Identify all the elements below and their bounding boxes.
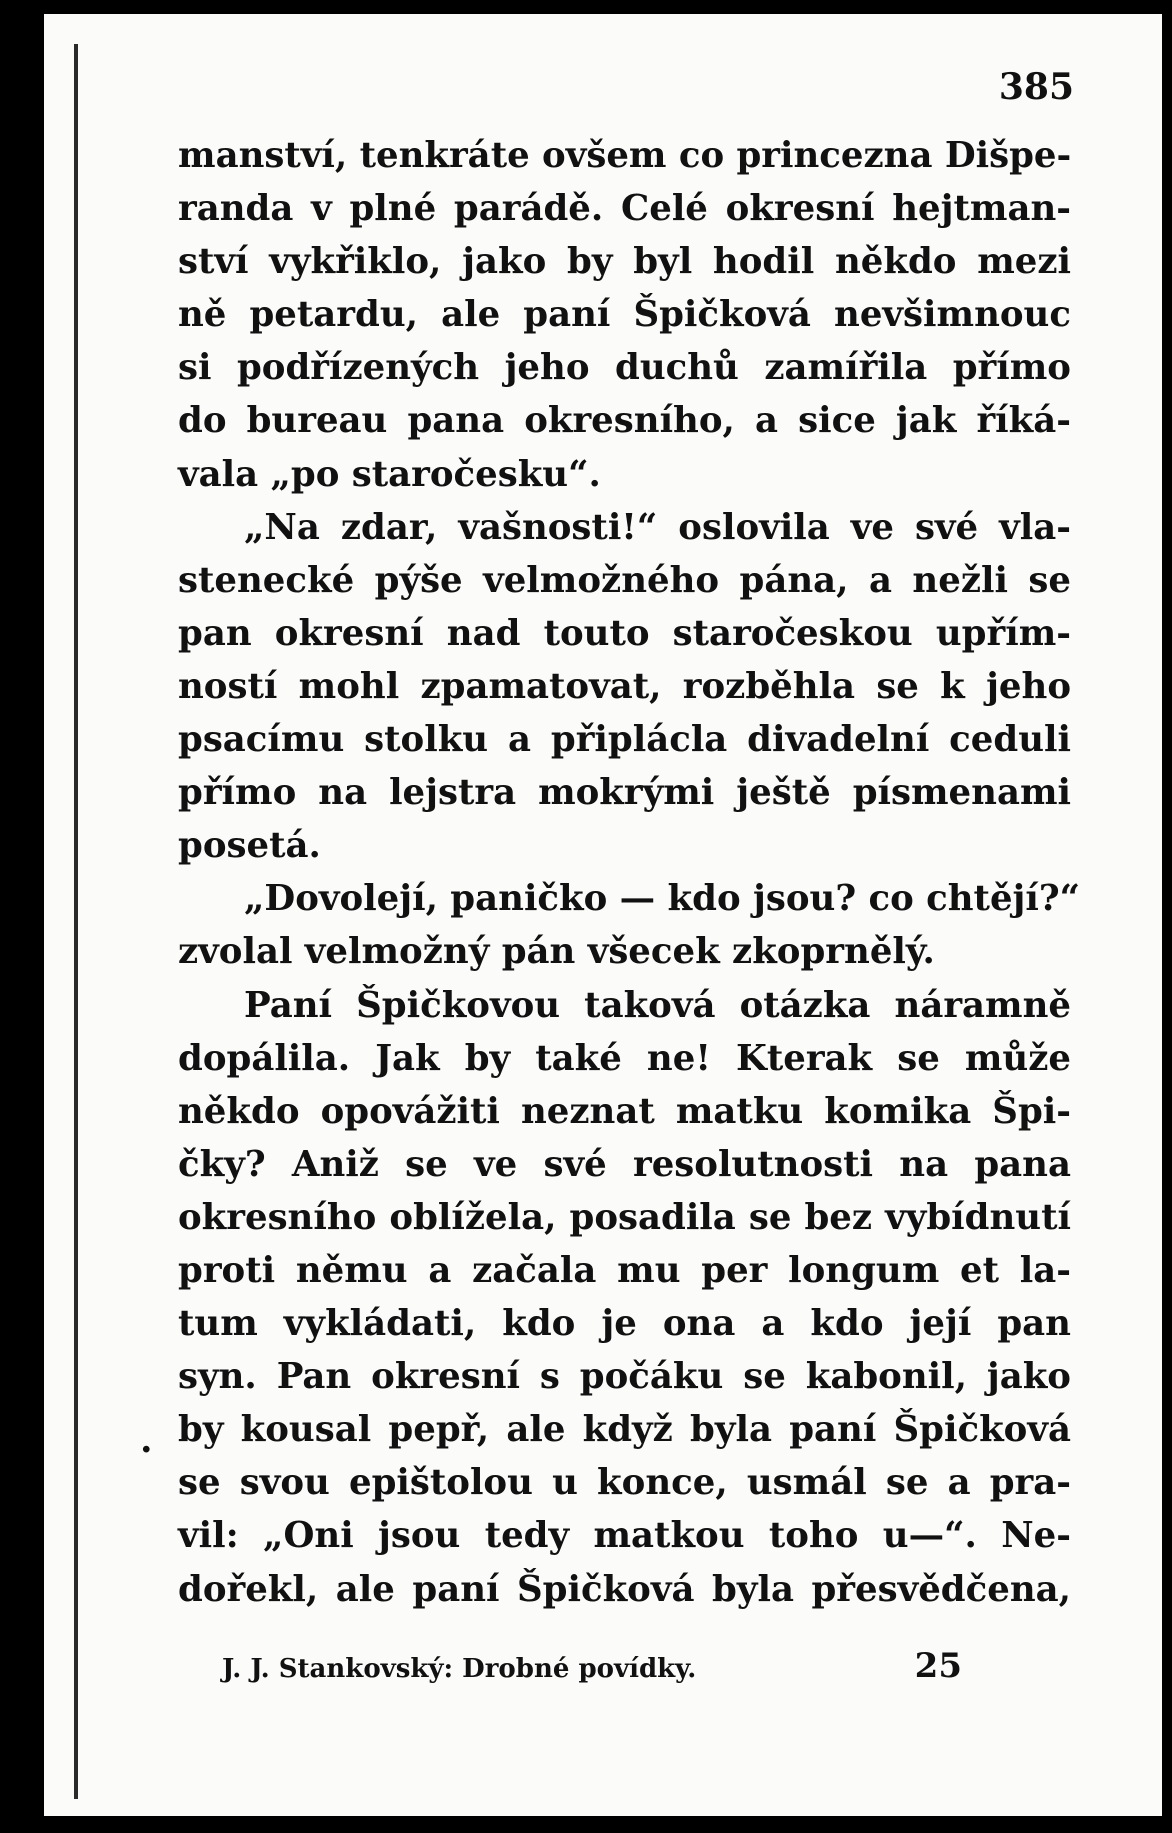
text-line: dořekl, ale paní Špičková byla přesvědčena, — [178, 1568, 1071, 1610]
text-line: čky? Aniž se ve své resolutnosti na pana — [178, 1143, 1071, 1185]
text-line: někdo opovážiti neznat matku komika Špi- — [178, 1090, 1071, 1132]
text-line: si podřízených jeho duchů zamířila přímo — [178, 347, 1071, 389]
text-line: ství vykřiklo, jako by byl hodil někdo mezi — [178, 241, 1071, 283]
text-line: dopálila. Jak by také ne! Kterak se může — [178, 1037, 1071, 1079]
text-line: okresního oblížela, posadila se bez vybídnutí — [178, 1196, 1071, 1238]
text-line: proti němu a začala mu per longum et la- — [178, 1249, 1071, 1291]
text-line: manství, tenkráte ovšem co princezna Dišpe- — [178, 135, 1072, 176]
text-line: by kousal pepř, ale když byla paní Špičková — [178, 1409, 1071, 1451]
text-line: psacímu stolku a připlácla divadelní ceduli — [178, 719, 1071, 761]
text-line: ně petardu, ale paní Špičková nevšimnouc — [178, 294, 1071, 336]
book-page — [44, 14, 1162, 1816]
text-line: tum vykládati, kdo je ona a kdo její pan — [178, 1303, 1071, 1345]
text-line: vala „po staročesku“. — [178, 453, 601, 495]
page-number: 385 — [998, 66, 1074, 108]
text-line: se svou epištolou u konce, usmál se a pra- — [178, 1462, 1071, 1504]
text-line: Paní Špičkovou taková otázka náramně — [244, 984, 1071, 1026]
text-line: randa v plné parádě. Celé okresní hejtman- — [178, 188, 1071, 230]
text-line: „Na zdar, vašnosti!“ oslovila ve své vla- — [244, 506, 1071, 548]
text-line: posetá. — [178, 825, 321, 867]
footer-book-title: J. J. Stankovský: Drobné povídky. — [222, 1654, 697, 1684]
text-line: „Dovolejí, paničko — kdo jsou? co chtějí?“ — [244, 878, 1081, 920]
text-line: pan okresní nad touto staročeskou upřím- — [178, 612, 1071, 654]
text-line: zvolal velmožný pán všecek zkoprnělý. — [178, 931, 935, 973]
text-line: přímo na lejstra mokrými ještě písmenami — [178, 772, 1071, 814]
page-edge-rule — [74, 44, 78, 1799]
margin-dot: . — [140, 1419, 153, 1461]
text-line: ností mohl zpamatovat, rozběhla se k jeho — [178, 665, 1071, 707]
text-line: do bureau pana okresního, a sice jak říká- — [178, 400, 1071, 442]
text-line: stenecké pýše velmožného pána, a nežli se — [178, 559, 1071, 601]
text-line: vil: „Oni jsou tedy matkou toho u—“. Ne- — [178, 1515, 1071, 1557]
footer-signature-number: 25 — [914, 1646, 962, 1686]
text-line: syn. Pan okresní s počáku se kabonil, jako — [178, 1356, 1071, 1398]
body-text — [178, 129, 1081, 1616]
page-footer — [222, 1646, 962, 1686]
